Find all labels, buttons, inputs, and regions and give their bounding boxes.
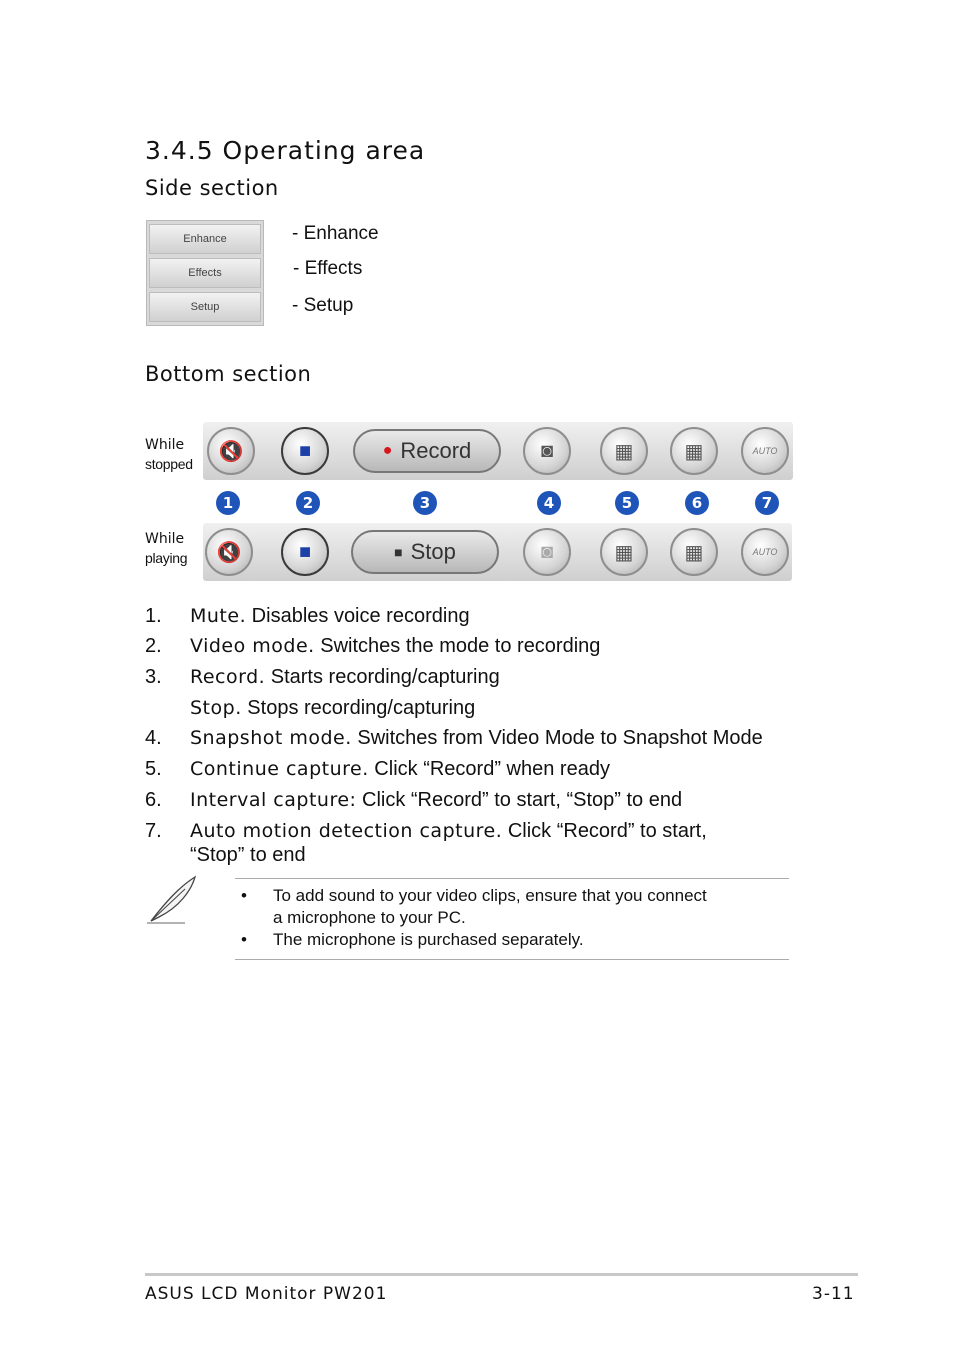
snapshot-mode-button[interactable] (523, 427, 571, 475)
stop-button[interactable] (351, 530, 499, 574)
camcorder-icon: ■ (298, 439, 312, 462)
film-auto-icon: AUTO (752, 446, 778, 456)
playing-text: playing (145, 550, 188, 566)
film-icon: ▦ (614, 541, 634, 564)
list-item-continuation: “Stop” to end (190, 844, 306, 866)
record-label: Record (400, 438, 472, 463)
record-dot-icon: ● (382, 442, 393, 459)
footer-divider (145, 1273, 858, 1276)
mute-button[interactable] (207, 427, 255, 475)
film-icon: ▦ (614, 440, 634, 463)
enhance-button[interactable]: Enhance (149, 224, 261, 254)
interval-capture-button[interactable] (670, 427, 718, 475)
effects-label: - Effects (293, 258, 363, 279)
marker-6: 6 (685, 491, 709, 515)
auto-motion-button[interactable] (741, 427, 789, 475)
speaker-muted-icon: 🔇 (216, 541, 242, 564)
footer-title: ASUS LCD Monitor PW201 (145, 1284, 388, 1304)
enhance-label: - Enhance (292, 223, 379, 244)
side-panel-image (146, 220, 264, 326)
film-clock-icon: ▦ (684, 440, 704, 463)
record-button[interactable] (353, 429, 501, 473)
camera-icon: ◙ (540, 439, 554, 462)
while-playing-label (145, 530, 187, 568)
note-text-1a: To add sound to your video clips, ensure that you connect (273, 886, 707, 905)
note-text-2: The microphone is purchased separately. (273, 930, 584, 949)
continue-capture-button[interactable] (600, 528, 648, 576)
section-heading: 3.4.5 Operating area (145, 136, 426, 165)
while-text: While (145, 531, 185, 547)
bottom-section-title: Bottom section (145, 362, 312, 386)
marker-7: 7 (755, 491, 779, 515)
marker-3: 3 (413, 491, 437, 515)
toolbar-playing (203, 523, 792, 581)
stopped-text: stopped (145, 456, 193, 472)
camcorder-icon: ■ (298, 540, 312, 563)
marker-1: 1 (216, 491, 240, 515)
marker-5: 5 (615, 491, 639, 515)
feather-pen-icon (145, 873, 201, 927)
toolbar-stopped (203, 422, 793, 480)
marker-4: 4 (537, 491, 561, 515)
setup-button[interactable]: Setup (149, 292, 261, 322)
effects-button[interactable]: Effects (149, 258, 261, 288)
while-text: While (145, 437, 185, 453)
snapshot-mode-button[interactable] (523, 528, 571, 576)
side-section-title: Side section (145, 176, 279, 200)
bullet: • (241, 930, 247, 949)
while-stopped-label (145, 436, 193, 474)
interval-capture-button[interactable] (670, 528, 718, 576)
video-mode-button[interactable] (281, 528, 329, 576)
marker-2: 2 (296, 491, 320, 515)
film-auto-icon: AUTO (752, 547, 778, 557)
note-box (235, 878, 789, 960)
bullet: • (241, 886, 247, 905)
speaker-muted-icon: 🔇 (218, 440, 244, 463)
continue-capture-button[interactable] (600, 427, 648, 475)
auto-motion-button[interactable] (741, 528, 789, 576)
stop-label: Stop (410, 539, 456, 564)
mute-button[interactable] (205, 528, 253, 576)
film-clock-icon: ▦ (684, 541, 704, 564)
setup-label: - Setup (292, 295, 354, 316)
video-mode-button[interactable] (281, 427, 329, 475)
note-text-1b: a microphone to your PC. (273, 908, 466, 927)
camera-icon: ◙ (540, 540, 554, 563)
stop-square-icon: ■ (394, 544, 403, 560)
page-number: 3-11 (812, 1284, 855, 1304)
